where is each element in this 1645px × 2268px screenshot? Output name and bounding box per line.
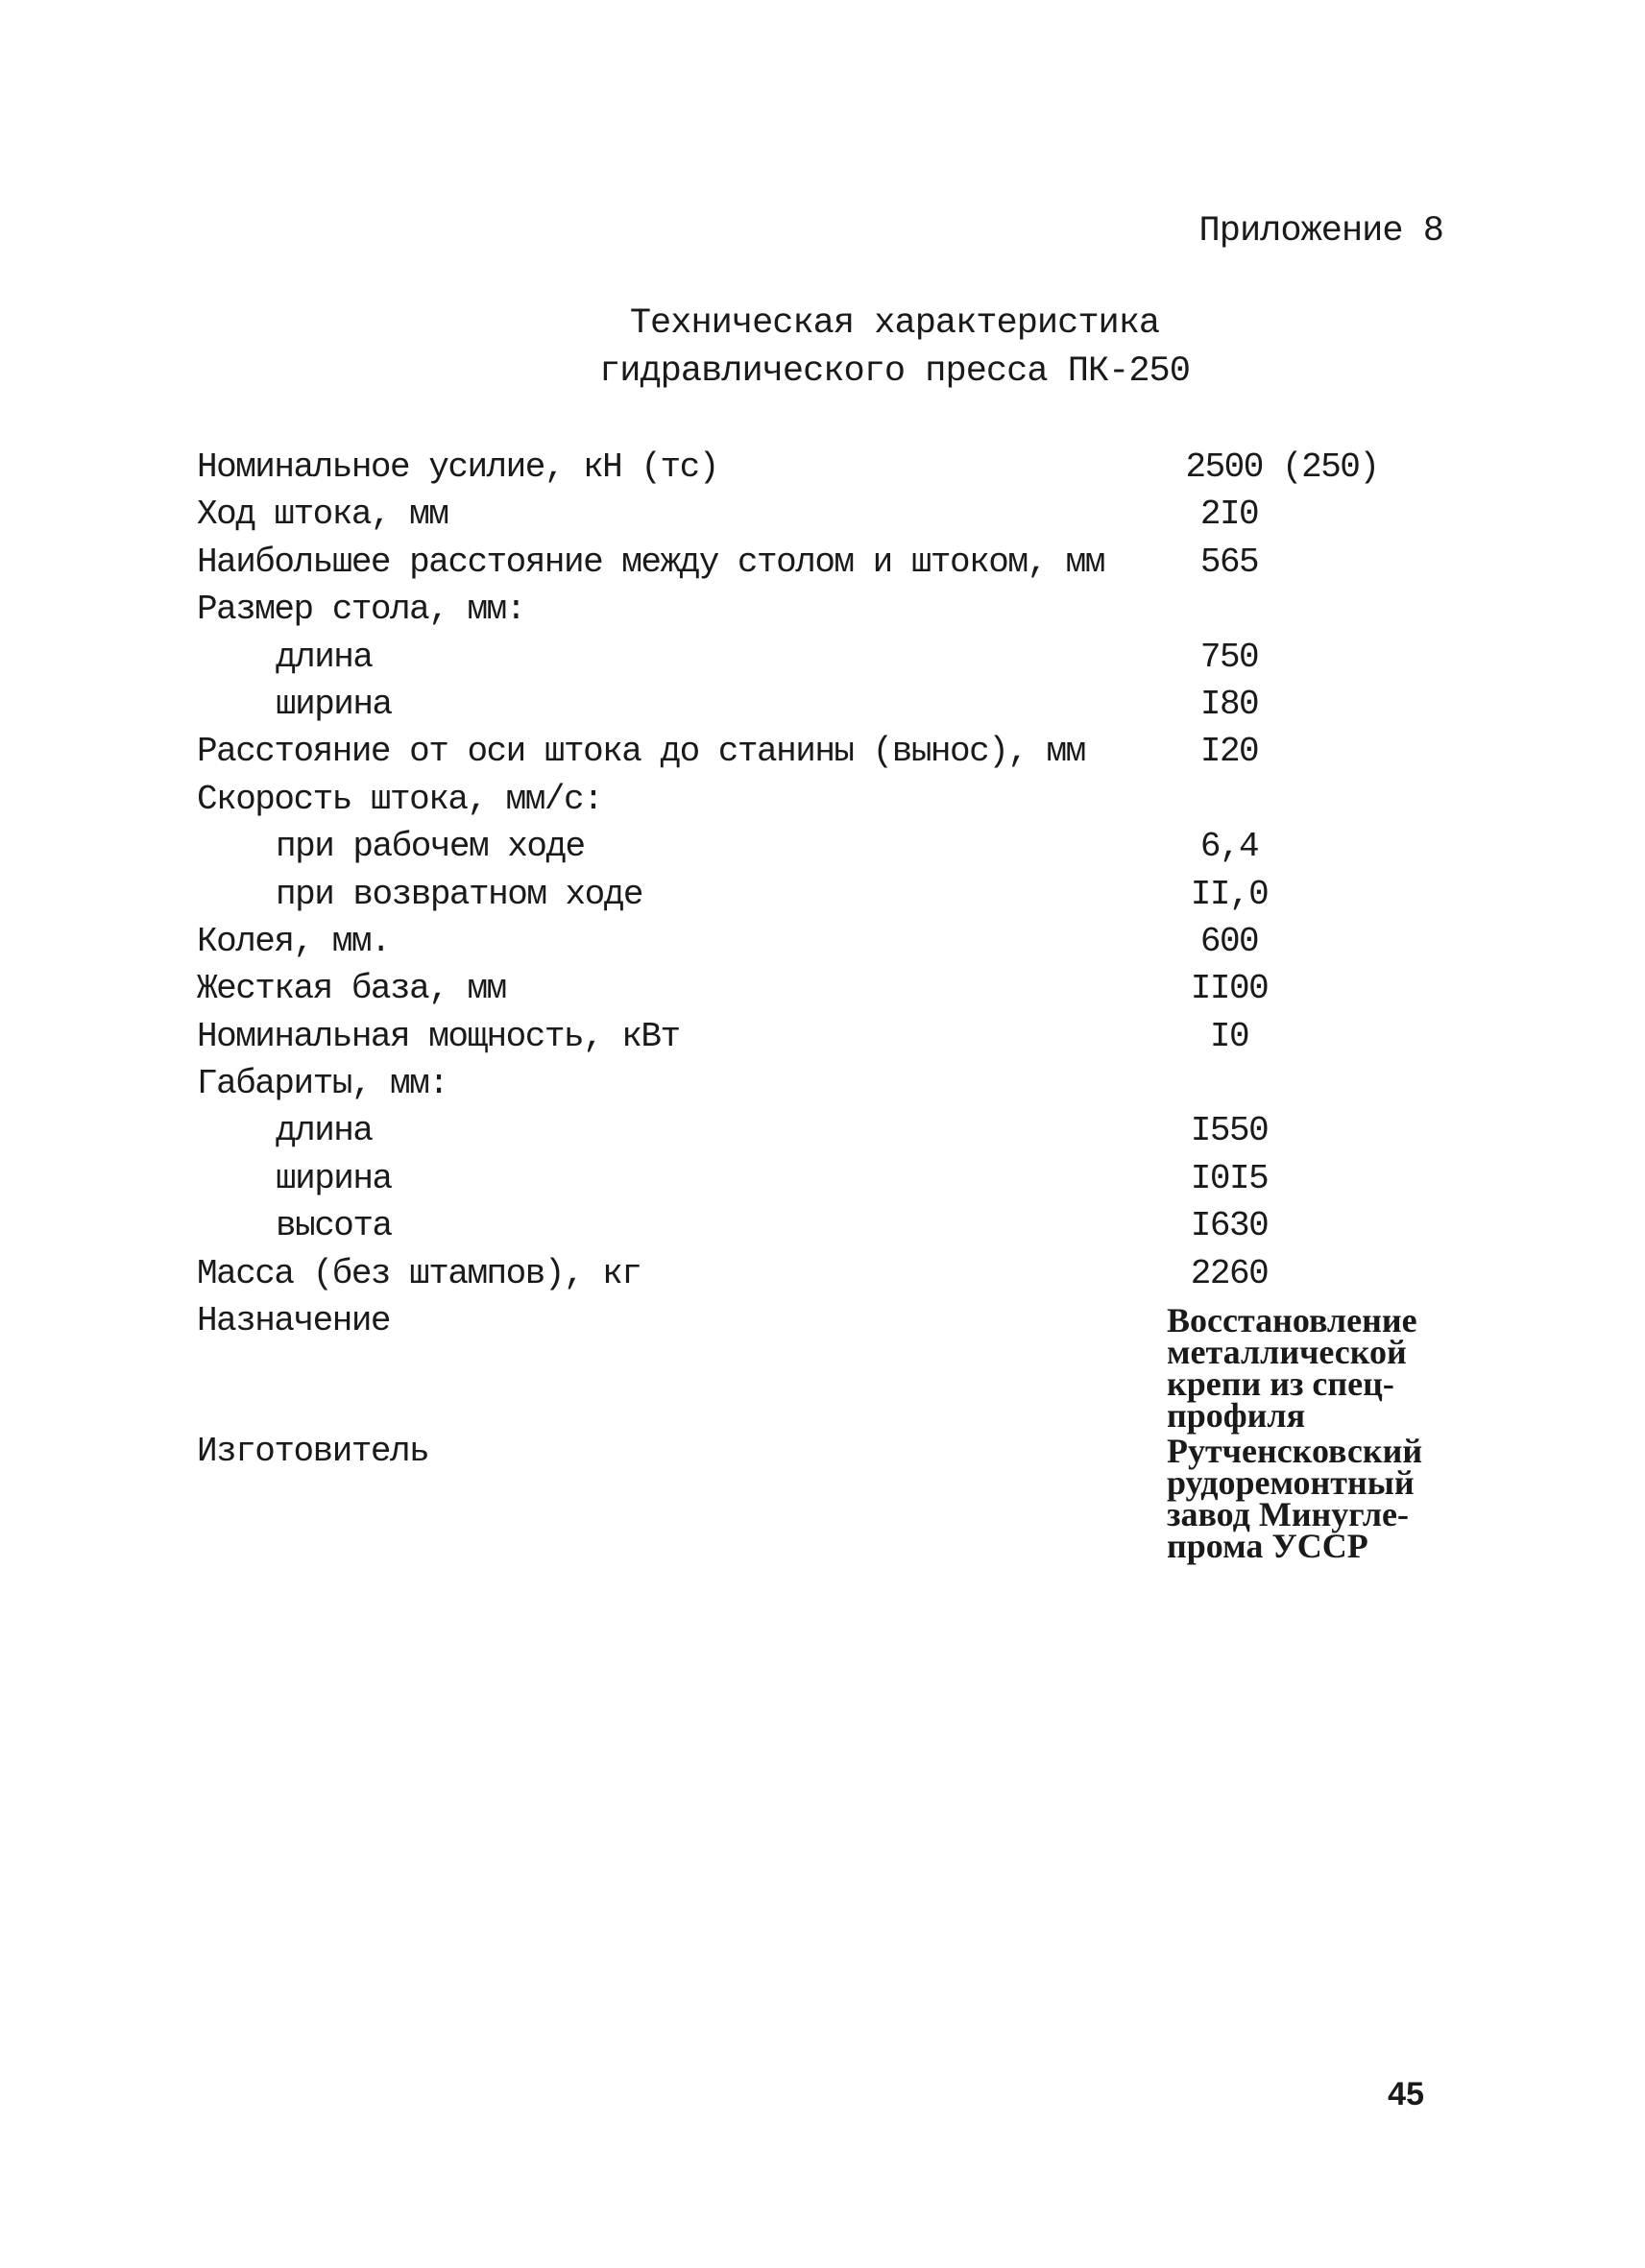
spec-value-multiline <box>1167 1432 1423 1566</box>
spec-row-dim-height <box>197 1202 1464 1249</box>
spec-label: Номинальная мощность, кВт <box>197 1016 680 1056</box>
spec-row-max-distance <box>197 539 1464 586</box>
spec-row-table-width <box>197 681 1464 728</box>
spec-row-rod-stroke <box>197 491 1464 538</box>
spec-row-manufacturer <box>197 1428 1464 1566</box>
spec-row-mass <box>197 1250 1464 1297</box>
spec-label: Размер стола, мм: <box>197 590 525 630</box>
spec-row-wheelbase <box>197 965 1464 1012</box>
spec-value: I0 <box>1209 1016 1249 1056</box>
spec-value: II00 <box>1190 969 1269 1009</box>
spec-value: I0I5 <box>1190 1158 1269 1198</box>
spec-row-nominal-power <box>197 1013 1464 1060</box>
spec-label: Наибольшее расстояние между столом и штоком, мм <box>197 542 1104 582</box>
title-line-2: гидравлического пресса ПК-250 <box>599 351 1190 392</box>
spec-label: при рабочем ходе <box>276 827 585 867</box>
spec-label: длина <box>276 637 373 677</box>
spec-label: ширина <box>276 1158 392 1198</box>
spec-label: Номинальное усилие, кН (тс) <box>197 447 718 487</box>
spec-row-table-size <box>197 586 1464 633</box>
spec-row-overhang <box>197 728 1464 775</box>
spec-label: Масса (без штампов), кг <box>197 1253 641 1293</box>
spec-row-track-gauge <box>197 918 1464 965</box>
spec-label: Колея, мм. <box>197 921 391 961</box>
spec-value: 750 <box>1199 637 1259 677</box>
spec-label: Габариты, мм: <box>197 1064 448 1104</box>
spec-value: 2260 <box>1190 1253 1269 1293</box>
spec-value: 565 <box>1199 542 1259 582</box>
spec-value: I630 <box>1190 1206 1269 1246</box>
spec-row-rod-speed <box>197 776 1464 823</box>
spec-row-nominal-force <box>197 444 1464 491</box>
spec-table <box>197 444 1464 1566</box>
spec-value: I550 <box>1190 1111 1269 1151</box>
spec-row-purpose <box>197 1297 1464 1436</box>
spec-label: Расстояние от оси штока до станины (вынос), мм <box>197 732 1085 772</box>
document-title <box>0 300 1645 396</box>
purpose-line: Восстановление <box>1167 1301 1417 1340</box>
manufacturer-line: прома УССР <box>1167 1527 1368 1566</box>
page-number: 45 <box>1388 2076 1424 2112</box>
spec-row-dim-length <box>197 1107 1464 1154</box>
spec-label: Жесткая база, мм <box>197 969 506 1009</box>
spec-label: при возвратном ходе <box>276 874 642 914</box>
spec-value: I80 <box>1199 684 1259 724</box>
appendix-label: Приложение 8 <box>1198 211 1443 252</box>
spec-row-working-stroke <box>197 823 1464 870</box>
spec-label: длина <box>276 1111 373 1151</box>
spec-label: Скорость штока, мм/с: <box>197 779 603 819</box>
spec-row-dim-width <box>197 1155 1464 1202</box>
purpose-line: крепи из спец- <box>1167 1364 1394 1404</box>
spec-label: ширина <box>276 684 392 724</box>
spec-row-table-length <box>197 634 1464 681</box>
spec-label: Изготовитель <box>197 1432 429 1472</box>
spec-row-dimensions <box>197 1060 1464 1107</box>
purpose-line: металлической <box>1167 1333 1407 1372</box>
spec-value: 600 <box>1199 921 1259 961</box>
title-line-1: Техническая характеристика <box>629 303 1160 344</box>
spec-value: I20 <box>1199 732 1259 772</box>
spec-value: 2500 (250) <box>1185 447 1379 487</box>
spec-row-return-stroke <box>197 871 1464 918</box>
manufacturer-line: Рутченсковский <box>1167 1432 1423 1471</box>
spec-label: высота <box>276 1206 392 1246</box>
purpose-line: профиля <box>1167 1396 1306 1436</box>
spec-value: II,0 <box>1190 874 1269 914</box>
spec-label: Назначение <box>197 1301 391 1341</box>
spec-label: Ход штока, мм <box>197 495 448 535</box>
spec-value: 2I0 <box>1199 495 1259 535</box>
manufacturer-line: завод Минугле- <box>1167 1495 1409 1534</box>
spec-value: 6,4 <box>1199 827 1259 867</box>
spec-value-multiline <box>1167 1301 1417 1436</box>
manufacturer-line: рудоремонтный <box>1167 1463 1415 1503</box>
